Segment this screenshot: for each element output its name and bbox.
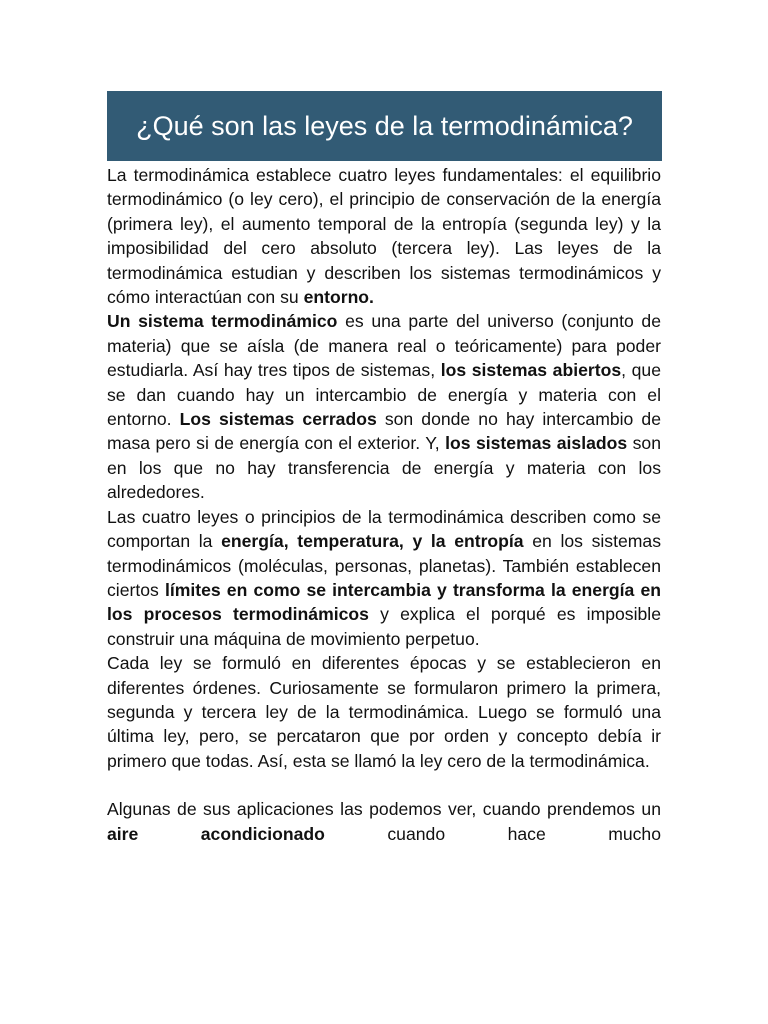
document-body [107,163,661,846]
bold-text: energía, temperatura, y la entropía [221,531,524,552]
text-run: y explica el porqué es imposible construir una máquina de movimiento perpetuo. [107,604,661,649]
paragraph [107,505,661,651]
text-run: son donde no hay intercambio de masa pero si de energía con el exterior. Y, [107,409,661,454]
text-run: Las cuatro leyes o principios de la termodinámica describen como se comportan la [107,506,661,552]
text-run: es una parte del universo (conjunto de materia) que se aísla (de manera real o teóricamente) para poder estudiarla. Así hay tres tipos de sistemas, [107,311,661,381]
paragraph [107,309,661,504]
bold-text: límites en como se intercambia y transforma la energía en los procesos termodinámicos [107,579,661,625]
text-run: en los sistemas termodinámicos (moléculas, personas, planetas). También establecen ciertos [107,531,661,600]
bold-text: entorno. [303,287,374,308]
bold-text: Un sistema termodinámico [107,311,338,332]
paragraph [107,163,661,309]
text-run: Algunas de sus aplicaciones las podemos ver, cuando prendemos un [107,799,661,820]
title-banner [107,91,662,161]
text-run: La termodinámica establece cuatro leyes fundamentales: el equilibrio termodinámico (o ley cero), el principio de conservación de la energía (primera ley), el aumento temporal de la entropía (segunda ley) y la imposibilidad del cero absoluto (tercera ley). Las leyes de la termodinámica estudian y describen los sistemas termodinámicos y cómo interactúan con su [107,165,661,308]
bold-text: aire acondicionado [107,823,325,844]
paragraph [107,651,661,773]
bold-text: los sistemas aislados [445,433,628,454]
bold-text: los sistemas abiertos [440,360,622,381]
text-run: cuando hace mucho [324,823,661,844]
text-run: son en los que no hay transferencia de energía y materia con los alrededores. [107,433,662,503]
page-title: ¿Qué son las leyes de la termodinámica? [136,110,633,141]
text-run: , que se dan cuando hay un intercambio de energía y materia con el entorno. [107,360,661,430]
bold-text: Los sistemas cerrados [179,409,377,430]
text-run: Cada ley se formuló en diferentes épocas y se establecieron en diferentes órdenes. Curiosamente se formularon primero la primera, segunda y tercera ley de la termodinámica. Luego se formuló una última ley, pero, se percataron que por orden y concepto debía ir primero que todas. Así, esta se llamó la ley cero de la termodinámica. [107,653,661,771]
paragraph [107,797,661,846]
